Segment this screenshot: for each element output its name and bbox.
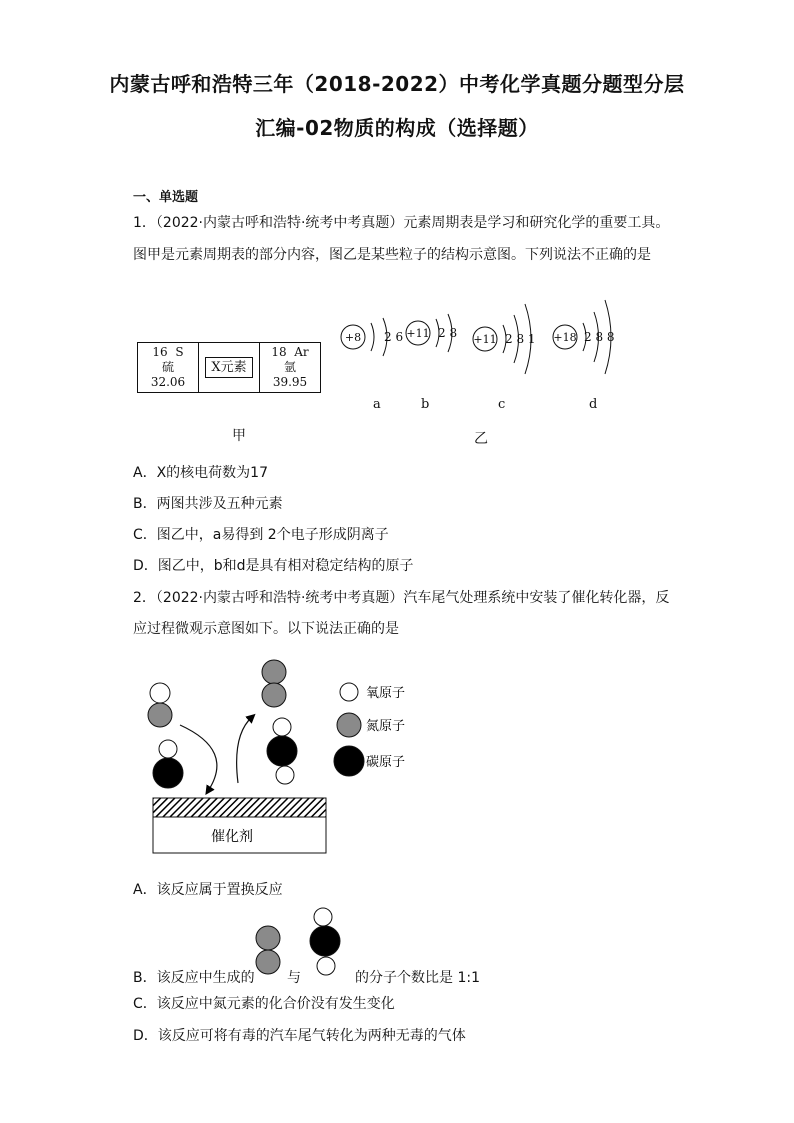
shells-b: 2 8 [438, 326, 458, 340]
particle-label-b: b [421, 397, 430, 412]
particle-label-a: a [373, 397, 381, 412]
arrow-in [180, 725, 217, 791]
carbon-atom [267, 736, 297, 766]
periodic-table-fragment [137, 342, 321, 393]
s-name: 硫 [161, 360, 174, 374]
nitrogen-atom [148, 703, 172, 727]
carbon-atom [153, 758, 183, 788]
x-element-label: X元素 [205, 357, 252, 378]
nucleus-c-text: +11 [473, 333, 497, 346]
reaction-diagram [140, 655, 470, 855]
nucleus-d-text: +18 [553, 331, 577, 344]
oxygen-atom [150, 683, 170, 703]
shells-d: 2 8 8 [584, 330, 615, 344]
legend-nitrogen-label: 氮原子 [366, 719, 406, 734]
oxygen-atom [273, 718, 291, 736]
q1-stem-line1: 1．（2022·内蒙古呼和浩特·统考中考真题）元素周期表是学习和研究化学的重要工具。 [133, 215, 670, 231]
nitrogen-atom [262, 683, 286, 707]
s-symbol: S [175, 345, 184, 359]
q2-option-b-post: 的分子个数比是 1:1 [355, 970, 480, 986]
ar-symbol: Ar [294, 345, 309, 359]
catalyst-label: 催化剂 [211, 829, 253, 845]
oxygen-atom [159, 740, 177, 758]
shells-c: 2 8 1 [505, 332, 536, 346]
q2-stem-line1: 2．（2022·内蒙古呼和浩特·统考中考真题）汽车尾气处理系统中安装了催化转化器，反 [133, 590, 670, 606]
q2-option-d[interactable]: D．该反应可将有毒的汽车尾气转化为两种无毒的气体 [133, 1028, 466, 1044]
shells-a: 2 6 [384, 330, 404, 344]
catalyst-surface [153, 798, 326, 817]
s-mass: 32.06 [150, 375, 186, 389]
element-cell-ar [260, 343, 321, 393]
n2-molecule-icon [254, 922, 284, 982]
nucleus-a-text: +8 [344, 331, 362, 344]
co2-molecule-icon [306, 905, 346, 980]
particle-label-c: c [498, 397, 506, 412]
figure-label-yi: 乙 [474, 431, 488, 447]
q1-option-d[interactable]: D．图乙中，b和d是具有相对稳定结构的原子 [133, 558, 414, 574]
oxygen-atom [276, 766, 294, 784]
doc-title-line2: 汇编-02物质的构成（选择题） [255, 116, 539, 140]
ar-number: 18 [271, 345, 287, 359]
particle-label-d: d [589, 397, 598, 412]
element-cell-s [138, 343, 199, 393]
nucleus-b-text: +11 [406, 327, 430, 340]
q1-option-a[interactable]: A．X的核电荷数为17 [133, 465, 268, 481]
q2-option-b-pre: B．该反应中生成的 [133, 970, 255, 986]
ar-mass: 39.95 [272, 375, 308, 389]
q1-stem-line2: 图甲是元素周期表的部分内容，图乙是某些粒子的结构示意图。下列说法不正确的是 [133, 247, 651, 263]
figure-label-jia: 甲 [232, 428, 246, 444]
s-number: 16 [152, 345, 168, 359]
q1-option-b[interactable]: B．两图共涉及五种元素 [133, 496, 283, 512]
section-title: 一、单选题 [133, 190, 199, 205]
nitrogen-atom [262, 660, 286, 684]
q1-option-c[interactable]: C．图乙中，a易得到 2个电子形成阴离子 [133, 527, 389, 543]
element-cell-x [199, 343, 260, 393]
legend-oxygen-label: 氧原子 [366, 686, 406, 701]
ar-name: 氩 [283, 360, 296, 374]
q2-option-a[interactable]: A．该反应属于置换反应 [133, 882, 283, 898]
q2-option-c[interactable]: C．该反应中氮元素的化合价没有发生变化 [133, 996, 395, 1012]
arrow-out [237, 717, 252, 783]
q2-stem-line2: 应过程微观示意图如下。以下说法正确的是 [133, 621, 399, 637]
legend-carbon-label: 碳原子 [366, 755, 406, 770]
atom-structure-diagrams [335, 290, 635, 380]
doc-title-line1: 内蒙古呼和浩特三年（2018-2022）中考化学真题分题型分层 [109, 72, 685, 96]
legend-carbon-icon [334, 746, 364, 776]
legend-nitrogen-icon [337, 713, 361, 737]
legend-oxygen-icon [340, 683, 358, 701]
q2-option-b-mid: 与 [287, 970, 301, 986]
